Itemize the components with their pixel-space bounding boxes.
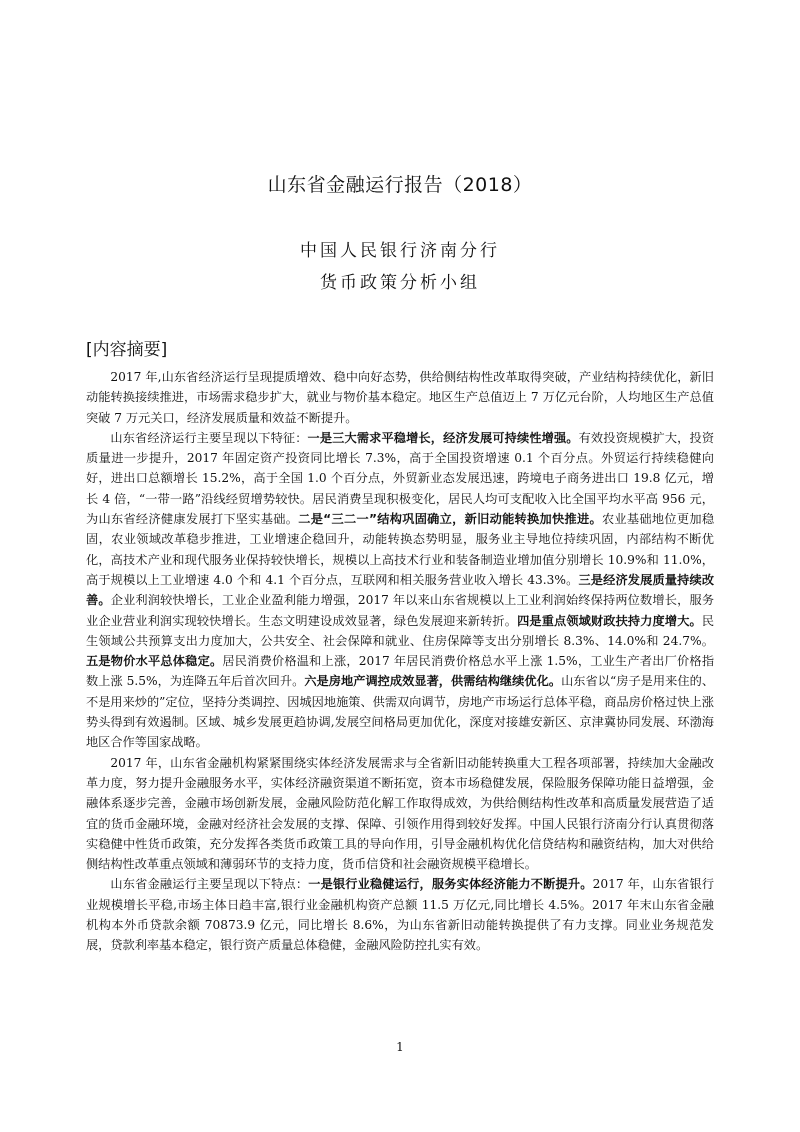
paragraph [86, 874, 714, 955]
paragraph [86, 428, 714, 753]
paragraph-text: 2017 年，山东省银行业规模增长平稳,市场主体日趋丰富,银行业金融机构资产总额 11.5 万亿元,同比增长 4.5%。2017 年末山东省金融机构本外币贷款余额 70873.9 亿元，同比增长 8.6%，为山东省新旧动能转换提供了有力支撑。同业业务规范发展，贷款利率基本稳定，银行资产质量总体稳健，金融风险防控扎实有效。 [86, 877, 715, 953]
paragraph-text: 有效投资规模扩大，投资质量进一步提升，2017 年固定资产投资同比增长 7.3%，高于全国投资增速 0.1 个百分点。外贸运行持续稳健向好，进出口总额增长 15.2%，高于全国 1.0 个百分点，外贸新业态发展迅速，跨境电子商务进出口 19.8 亿元，增长 4 倍，“一带一路”沿线经贸增势较快。居民消费呈现积极变化，居民人均可支配收入比全国平均水平高 956 元，为山东省经济健康发展打下坚实基础。 [86, 430, 715, 527]
abstract-body [86, 367, 714, 956]
section-heading-abstract: [内容摘要] [86, 340, 168, 360]
key-point-text: 二是“三二一”结构巩固确立，新旧动能转换加快推进。 [298, 512, 602, 527]
key-point-text: 五是物价水平总体稳定。 [86, 654, 223, 669]
key-point-text: 一是银行业稳健运行，服务实体经济能力不断提升。 [308, 877, 593, 892]
paragraph-text: 山东省金融运行主要呈现以下特点： [110, 877, 309, 892]
paragraph [86, 753, 714, 875]
key-point-text: 一是三大需求平稳增长，经济发展可持续性增强。 [307, 430, 579, 445]
paragraph-text: 2017 年,山东省经济运行呈现提质增效、稳中向好态势，供给侧结构性改革取得突破，产业结构持续优化，新旧动能转换接续推进，市场需求稳步扩大，就业与物价基本稳定。地区生产总值迈上 7 万亿元台阶，人均地区生产总值突破 7 万元关口，经济发展质量和效益不断提升。 [86, 370, 714, 425]
page-number: 1 [396, 1040, 404, 1054]
paragraph-text: 企业利润较快增长，工业企业盈利能力增强，2017 年以来山东省规模以上工业利润始终保持两位数增长，服务业企业营业利润实现较快增长。生态文明建设成效显著，绿色发展迎来新转折。 [86, 593, 715, 628]
paragraph-text: 2017 年，山东省金融机构紧紧围绕实体经济发展需求与全省新旧动能转换重大工程各项部署，持续加大金融改革力度，努力提升金融服务水平，实体经济融资渠道不断拓宽，资本市场稳健发展，保险服务保障功能日益增强，金融体系逐步完善，金融市场创新发展，金融风险防范化解工作取得成效，为供给侧结构性改革和高质量发展营造了适宜的货币金融环境，金融对经济社会发展的支撑、保障、引领作用得到较好发挥。中国人民银行济南分行认真贯彻落实稳健中性货币政策，充分发挥各类货币政策工具的导向作用，引导金融机构优化信贷结构和融资结构，加大对供给侧结构性改革重点领域和薄弱环节的支持力度，货币信贷和社会融资规模平稳增长。 [86, 755, 714, 872]
paragraph-text: 山东省经济运行主要呈现以下特征： [110, 430, 308, 445]
key-point-text: 六是房地产调控成效显著，供需结构继续优化。 [304, 674, 562, 689]
document-title: 山东省金融运行报告（2018） [267, 174, 533, 196]
key-point-text: 三是经济发展质量持续改善。 [86, 572, 715, 608]
paragraph-text: 山东省以“房子是用来住的、不是用来炒的”定位，坚持分类调控、因城因地施策、供需双向调节，房地产市场运行总体平稳，商品房价格过快上涨势头得到有效遏制。区域、城乡发展更趋协调,发展空间格局更加优化，深度对接雄安新区、京津冀协同发展、环渤海地区合作等国家战略。 [86, 674, 715, 750]
author-line-2: 货币政策分析小组 [320, 273, 480, 293]
paragraph-text: 农业基础地位更加稳固，农业领域改革稳步推进，工业增速企稳回升，动能转换态势明显，服务业主导地位持续巩固，内部结构不断优化，高技术产业和现代服务业保持较快增长，规模以上高技术行业和装备制造业增加值分别增长 10.9%和 11.0%，高于规模以上工业增速 4.0 个和 4.1 个百分点，互联网和相关服务营业收入增长 43.3%。 [86, 512, 715, 587]
paragraph-text: 民生领域公共预算支出力度加大，公共安全、社会保障和就业、住房保障等支出分别增长 8.3%、14.0%和 24.7%。 [86, 613, 715, 648]
paragraph [86, 367, 714, 428]
paragraph-text: 居民消费价格温和上涨，2017 年居民消费价格总水平上涨 1.5%，工业生产者出厂价格指数上涨 5.5%，为连降五年后首次回升。 [86, 654, 715, 689]
key-point-text: 四是重点领域财政扶持力度增大。 [517, 613, 702, 628]
author-line-1: 中国人民银行济南分行 [300, 241, 500, 261]
